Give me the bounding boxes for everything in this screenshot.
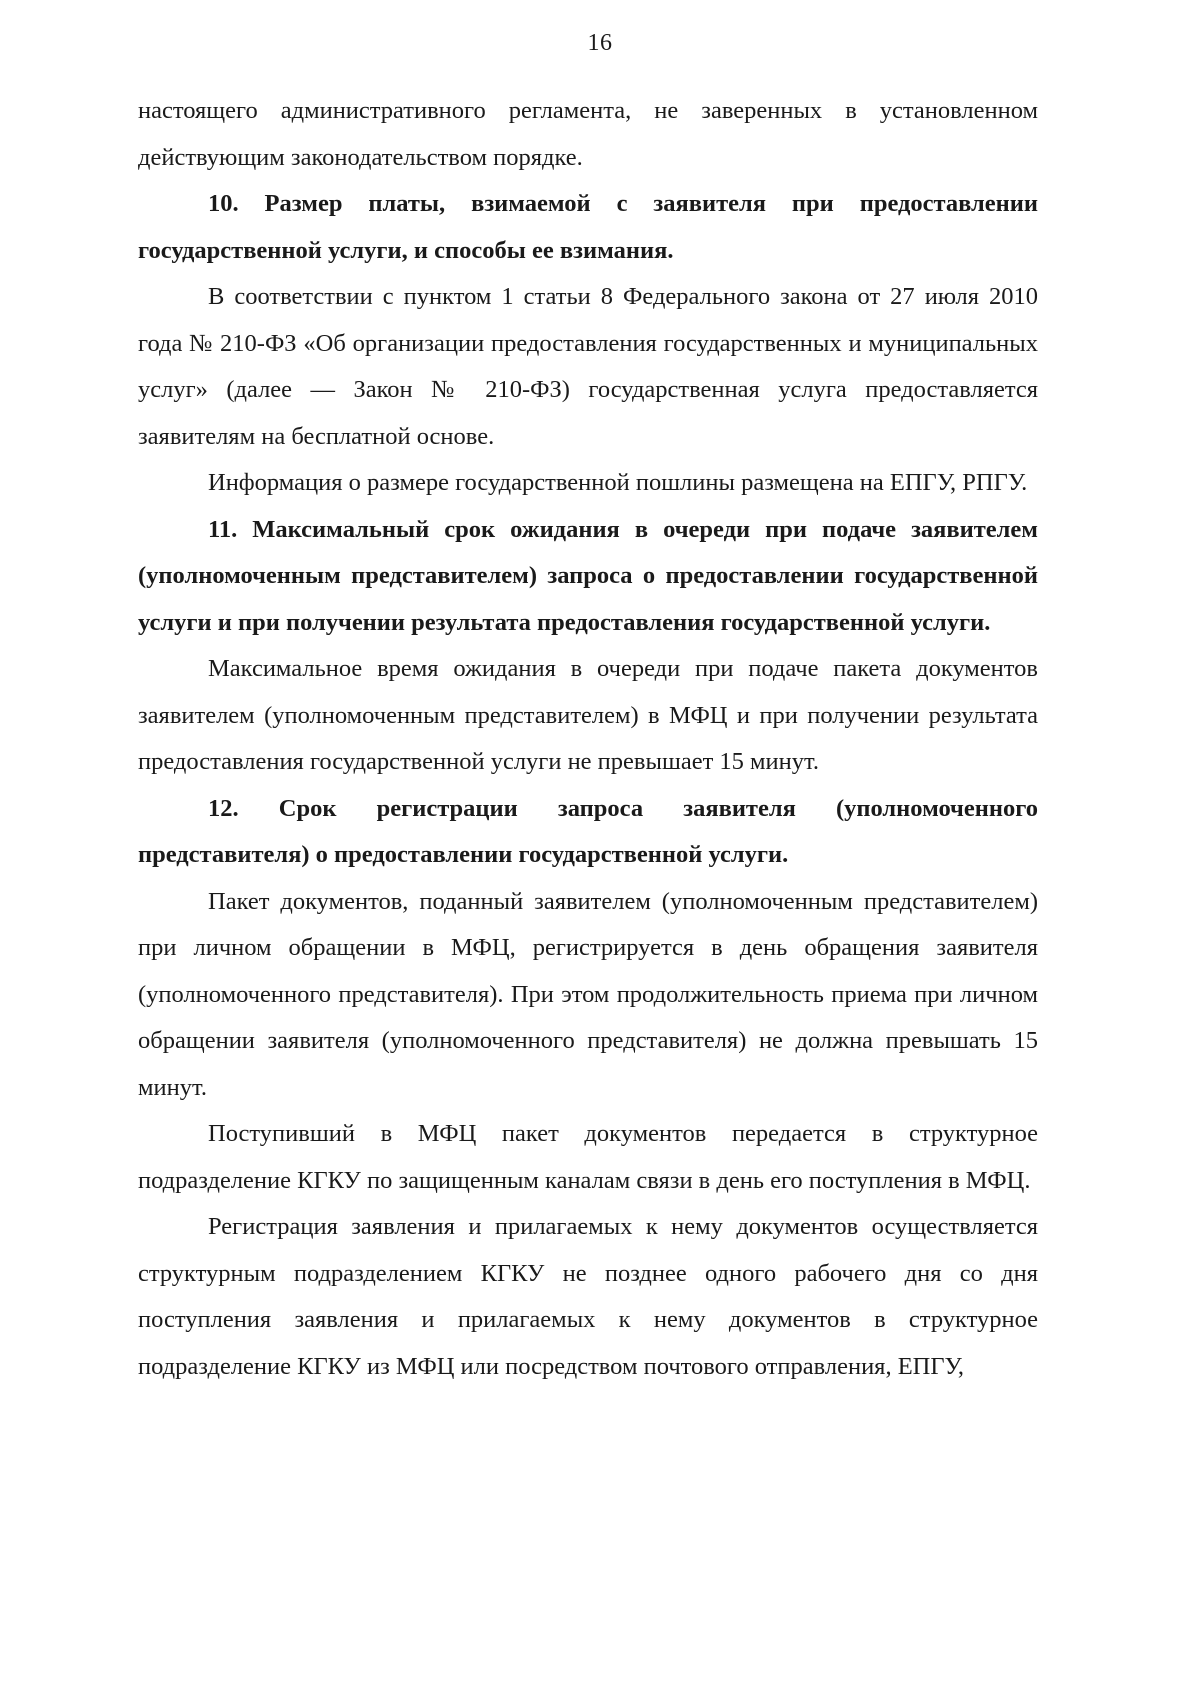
paragraph-registration-kgku: Регистрация заявления и прилагаемых к нему документов осуществляется структурным подразделением КГКУ не позднее одного рабочего дня со дня поступления заявления и прилагаемых к нему документов в структурное подразделение КГКУ из МФЦ или посредством почтового отправления, ЕПГУ, [138,1213,1038,1380]
section-heading-10: 10. Размер платы, взимаемой с заявителя при предоставлении государственной услуги, и способы ее взимания. [138,190,1038,264]
paragraph-fee-basis: В соответствии с пунктом 1 статьи 8 Федерального закона от 27 июля 2010 года № 210-ФЗ «Об организации предоставления государственных и муниципальных услуг» (далее — Закон № 210-ФЗ) государственная услуга предоставляется заявителям на бесплатной основе. [138,283,1038,450]
paragraph-transfer: Поступивший в МФЦ пакет документов передается в структурное подразделение КГКУ по защищенным каналам связи в день его поступления в МФЦ. [138,1120,1038,1194]
document-body [138,88,1038,1390]
paragraph-duty-info: Информация о размере государственной пошлины размещена на ЕПГУ, РПГУ. [208,469,1028,496]
page-number: 16 [587,30,613,56]
paragraph-max-wait: Максимальное время ожидания в очереди при подаче пакета документов заявителем (уполномоченным представителем) в МФЦ и при получении результата предоставления государственной услуги не превышает 15 минут. [138,655,1038,775]
paragraph-registration-mfc: Пакет документов, поданный заявителем (уполномоченным представителем) при личном обращении в МФЦ, регистрируется в день обращения заявителя (уполномоченного представителя). При этом продолжительность приема при личном обращении заявителя (уполномоченного представителя) не должна превышать 15 минут. [138,887,1038,1101]
paragraph-continuation: настоящего административного регламента, не заверенных в установленном действующим законодательством порядке. [138,97,1038,171]
section-heading-12: 12. Срок регистрации запроса заявителя (уполномоченного представителя) о предоставлении государственной услуги. [138,794,1038,868]
section-heading-11: 11. Максимальный срок ожидания в очереди при подаче заявителем (уполномоченным представителем) запроса о предоставлении государственной услуги и при получении результата предоставления государственной услуги. [138,515,1038,636]
